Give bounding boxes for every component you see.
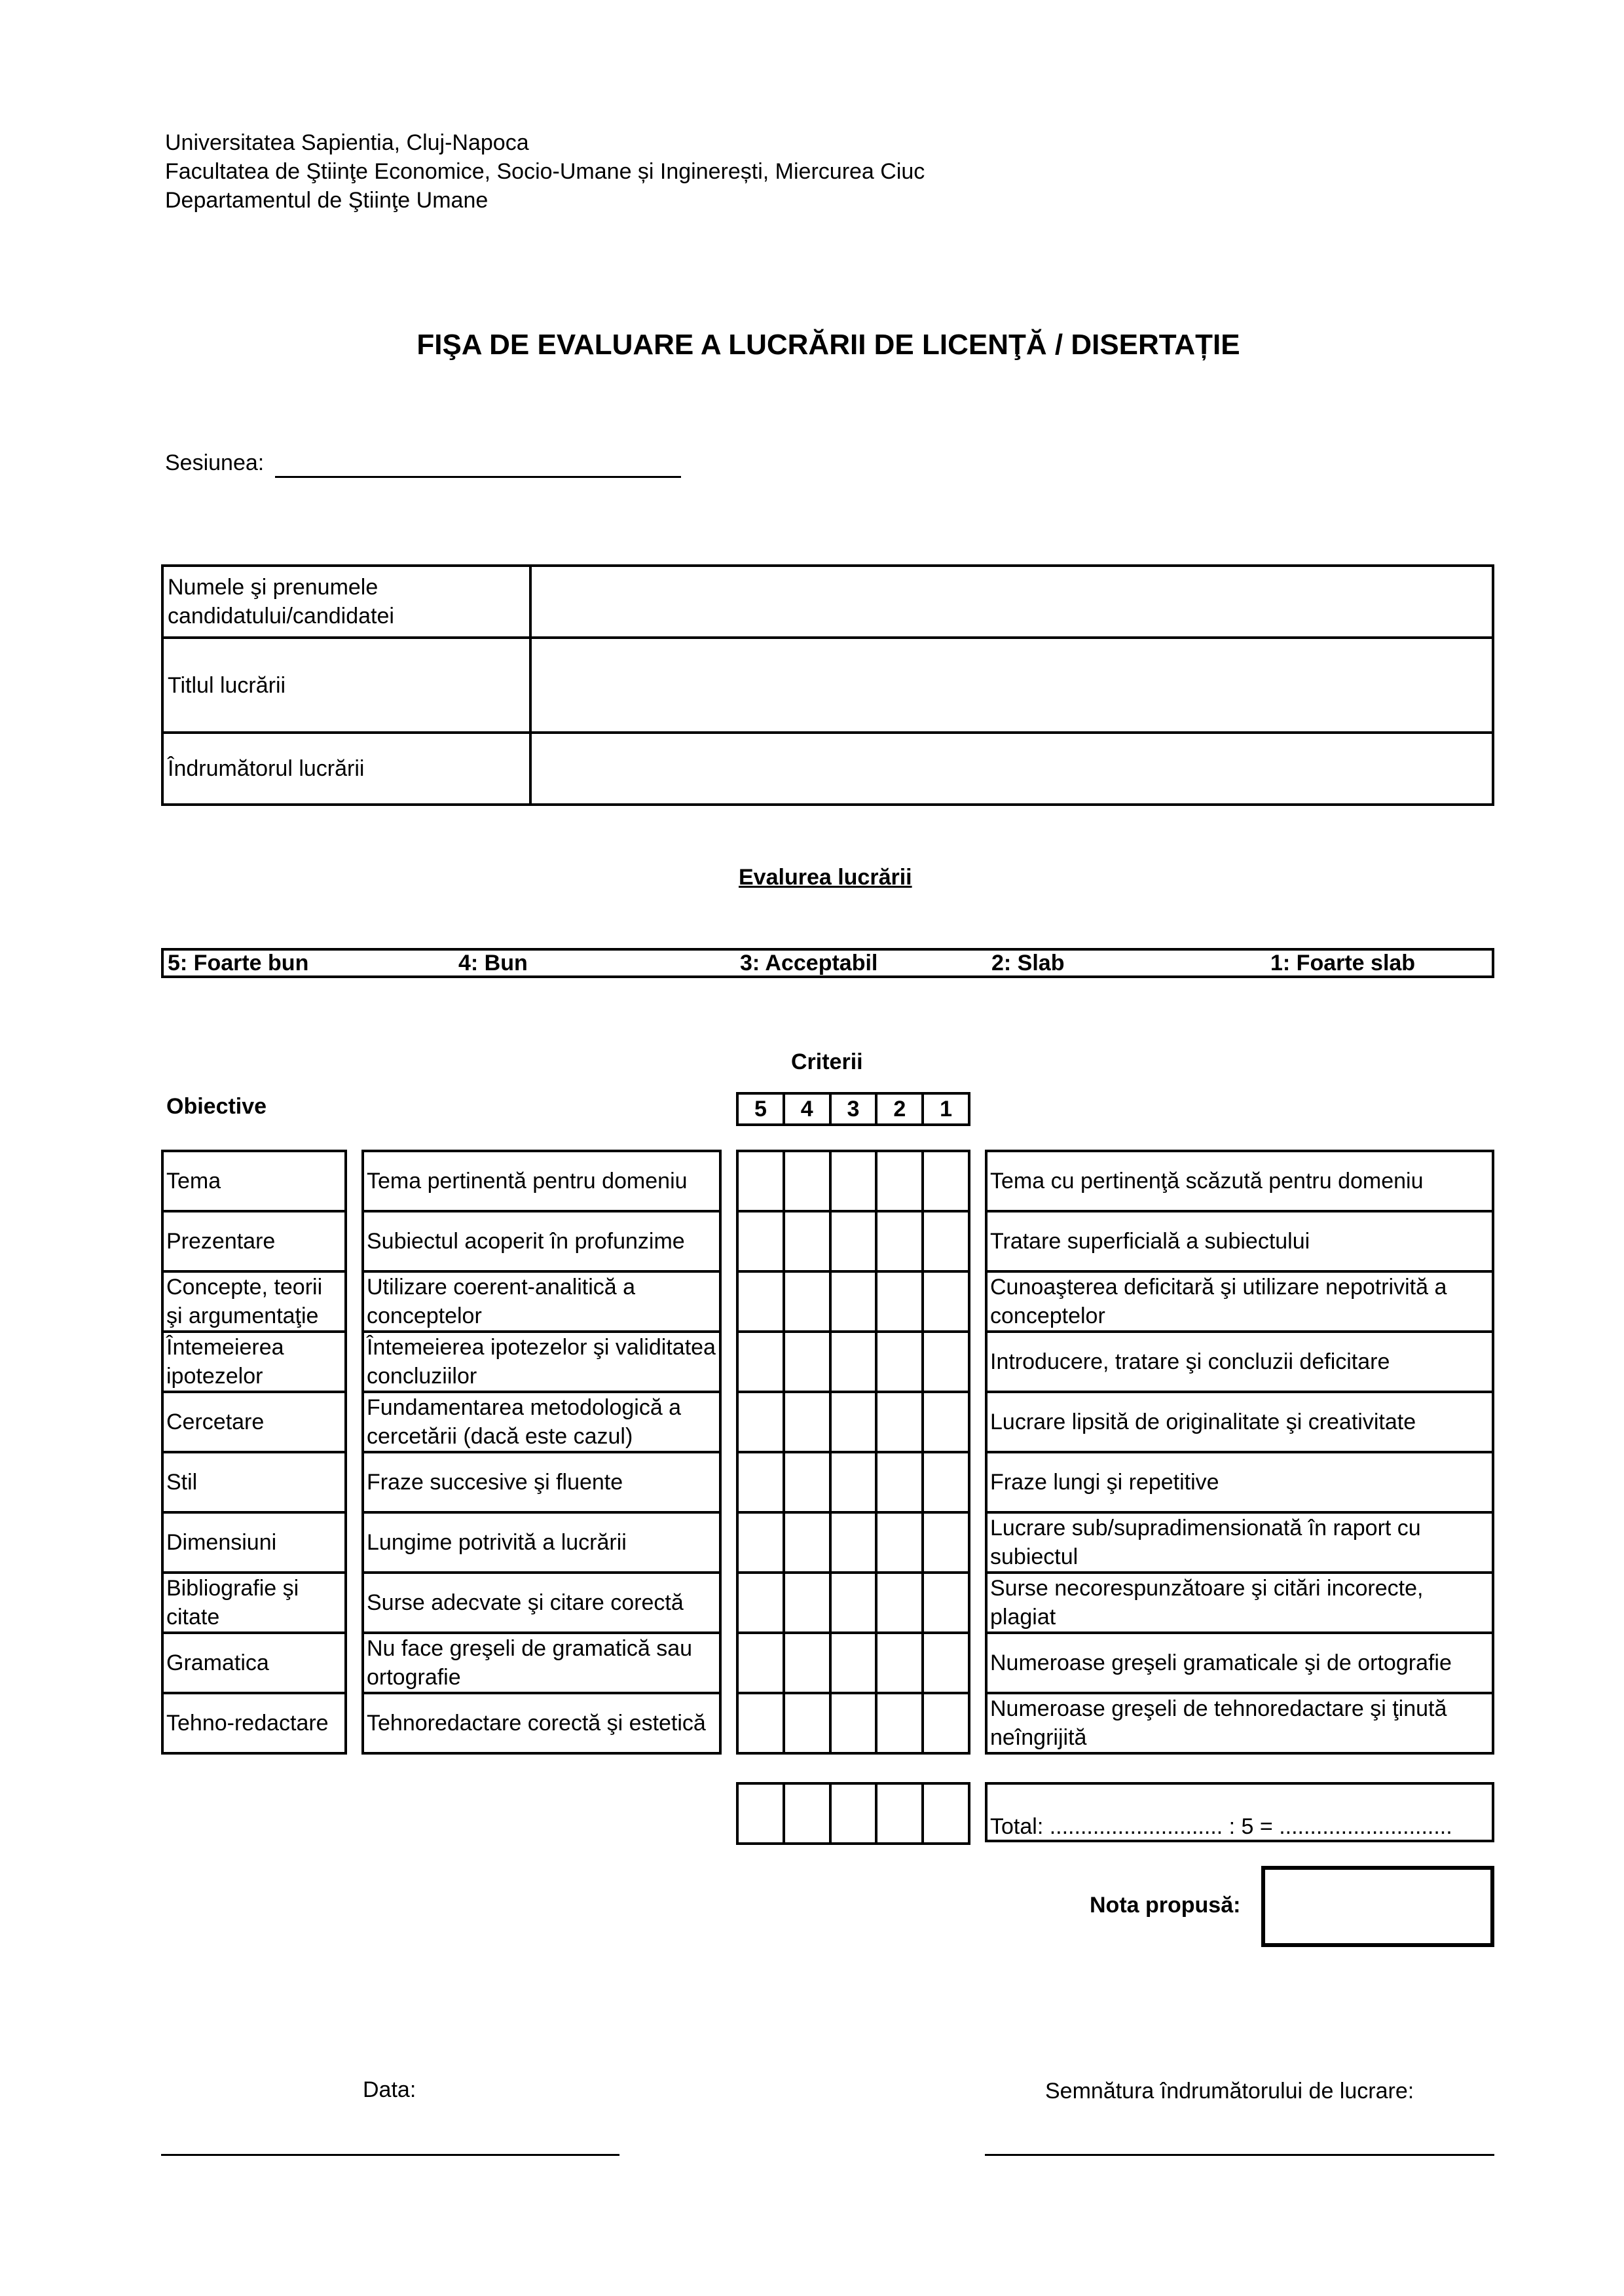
score-column-headers [736, 1092, 970, 1126]
score-cell-5[interactable] [737, 1452, 784, 1512]
faculty-name: Facultatea de Ştiinţe Economice, Socio-Umane și Inginerești, Miercurea Ciuc [165, 159, 925, 184]
positive-criterion-cell: Subiectul acoperit în profunzime [363, 1211, 720, 1271]
scale-3: 3: Acceptabil [740, 951, 878, 975]
positive-criteria-table [361, 1150, 722, 1755]
score-cell-1[interactable] [923, 1392, 969, 1452]
scale-1: 1: Foarte slab [1270, 951, 1416, 975]
negative-criterion-cell: Lucrare sub/supradimensionată în raport cu subiectul [986, 1512, 1493, 1573]
score-cell-2[interactable] [876, 1271, 923, 1332]
score-cell-2[interactable] [876, 1512, 923, 1573]
score-cell-4[interactable] [784, 1392, 830, 1452]
score-cell-1[interactable] [923, 1633, 969, 1693]
score-cell-4[interactable] [784, 1211, 830, 1271]
department-name: Departamentul de Ştiinţe Umane [165, 188, 489, 213]
objective-cell: Bibliografie şi citate [162, 1573, 346, 1633]
negative-criteria-table [985, 1150, 1494, 1755]
objectives-table [161, 1150, 347, 1755]
score-cell-1[interactable] [923, 1332, 969, 1392]
objective-cell: Gramatica [162, 1633, 346, 1693]
signature-line[interactable] [985, 2141, 1494, 2156]
score-header-1: 1 [923, 1093, 969, 1125]
objective-cell: Tehno-redactare [162, 1693, 346, 1753]
positive-criterion-cell: Fundamentarea metodologică a cercetării (dacă este cazul) [363, 1392, 720, 1452]
score-totals [736, 1782, 970, 1845]
score-cell-4[interactable] [784, 1452, 830, 1512]
negative-criterion-cell: Lucrare lipsită de originalitate şi creativitate [986, 1392, 1493, 1452]
score-cell-1[interactable] [923, 1211, 969, 1271]
score-cell-5[interactable] [737, 1211, 784, 1271]
candidate-name-field[interactable] [530, 566, 1493, 638]
score-cell-4[interactable] [784, 1271, 830, 1332]
score-cell-4[interactable] [784, 1573, 830, 1633]
scale-4: 4: Bun [458, 951, 528, 975]
total-box[interactable] [985, 1782, 1494, 1842]
positive-criterion-cell: Fraze succesive şi fluente [363, 1452, 720, 1512]
score-cell-4[interactable] [784, 1512, 830, 1573]
score-row [737, 1512, 969, 1573]
signature-label: Semnătura îndrumătorului de lucrare: [1045, 2079, 1414, 2104]
score-row [737, 1693, 969, 1753]
score-header-3: 3 [830, 1093, 877, 1125]
session-label: Sesiunea: [165, 450, 265, 475]
score-cell-3[interactable] [830, 1271, 877, 1332]
negative-criterion-cell: Numeroase greşeli de tehnoredactare şi ţinută neîngrijită [986, 1693, 1493, 1753]
negative-criterion-cell: Surse necorespunzătoare şi citări incorecte, plagiat [986, 1573, 1493, 1633]
score-row [737, 1271, 969, 1332]
objective-cell: Întemeierea ipotezelor [162, 1332, 346, 1392]
score-cell-1[interactable] [923, 1512, 969, 1573]
objectives-label: Obiective [166, 1094, 267, 1119]
score-cell-2[interactable] [876, 1392, 923, 1452]
negative-criterion-cell: Introducere, tratare şi concluzii deficitare [986, 1332, 1493, 1392]
score-cell-3[interactable] [830, 1693, 877, 1753]
total-score-3[interactable] [830, 1783, 877, 1844]
score-cell-4[interactable] [784, 1151, 830, 1211]
candidate-info-table [161, 564, 1494, 806]
thesis-title-field[interactable] [530, 638, 1493, 733]
score-cell-5[interactable] [737, 1633, 784, 1693]
scale-5: 5: Foarte bun [168, 951, 309, 975]
score-cell-3[interactable] [830, 1452, 877, 1512]
grade-label: Nota propusă: [1090, 1893, 1241, 1918]
negative-criterion-cell: Cunoaşterea deficitară şi utilizare nepotrivită a conceptelor [986, 1271, 1493, 1332]
grading-scale [161, 948, 1494, 978]
score-cell-3[interactable] [830, 1392, 877, 1452]
score-cell-4[interactable] [784, 1332, 830, 1392]
negative-criterion-cell: Numeroase greşeli gramaticale şi de ortografie [986, 1633, 1493, 1693]
score-cell-3[interactable] [830, 1633, 877, 1693]
score-row [737, 1573, 969, 1633]
score-cell-2[interactable] [876, 1332, 923, 1392]
positive-criterion-cell: Nu face greşeli de gramatică sau ortografie [363, 1633, 720, 1693]
score-row [737, 1332, 969, 1392]
score-cell-3[interactable] [830, 1512, 877, 1573]
score-row [737, 1452, 969, 1512]
score-cell-2[interactable] [876, 1151, 923, 1211]
score-row [737, 1151, 969, 1211]
score-cell-3[interactable] [830, 1573, 877, 1633]
score-cell-3[interactable] [830, 1211, 877, 1271]
negative-criterion-cell: Fraze lungi şi repetitive [986, 1452, 1493, 1512]
objective-cell: Tema [162, 1151, 346, 1211]
positive-criterion-cell: Utilizare coerent-analitică a conceptelor [363, 1271, 720, 1332]
score-row [737, 1633, 969, 1693]
positive-criterion-cell: Surse adecvate şi citare corectă [363, 1573, 720, 1633]
institution-header [165, 128, 925, 215]
score-cell-2[interactable] [876, 1573, 923, 1633]
total-score-5[interactable] [737, 1783, 784, 1844]
university-name: Universitatea Sapientia, Cluj-Napoca [165, 130, 529, 155]
score-cell-5[interactable] [737, 1271, 784, 1332]
score-cell-1[interactable] [923, 1271, 969, 1332]
score-header-5: 5 [737, 1093, 784, 1125]
positive-criterion-cell: Tehnoredactare corectă şi estetică [363, 1693, 720, 1753]
date-line[interactable] [161, 2141, 619, 2156]
score-header-2: 2 [876, 1093, 923, 1125]
objective-cell: Prezentare [162, 1211, 346, 1271]
score-grid [736, 1150, 970, 1755]
negative-criterion-cell: Tema cu pertinenţă scăzută pentru domeniu [986, 1151, 1493, 1211]
score-cell-1[interactable] [923, 1452, 969, 1512]
score-cell-1[interactable] [923, 1151, 969, 1211]
grade-box[interactable] [1261, 1866, 1494, 1947]
positive-criterion-cell: Întemeierea ipotezelor şi validitatea concluziilor [363, 1332, 720, 1392]
objective-cell: Dimensiuni [162, 1512, 346, 1573]
score-cell-2[interactable] [876, 1452, 923, 1512]
score-row [737, 1392, 969, 1452]
date-label: Data: [363, 2077, 416, 2102]
score-cell-5[interactable] [737, 1151, 784, 1211]
score-cell-1[interactable] [923, 1693, 969, 1753]
positive-criterion-cell: Tema pertinentă pentru domeniu [363, 1151, 720, 1211]
supervisor-label: Îndrumătorul lucrării [162, 733, 530, 805]
score-cell-1[interactable] [923, 1573, 969, 1633]
score-cell-4[interactable] [784, 1693, 830, 1753]
session-field[interactable] [275, 456, 681, 478]
scale-2: 2: Slab [991, 951, 1065, 975]
criteria-label: Criterii [791, 1049, 863, 1074]
score-cell-5[interactable] [737, 1693, 784, 1753]
score-cell-5[interactable] [737, 1512, 784, 1573]
total-score-4[interactable] [784, 1783, 830, 1844]
score-cell-2[interactable] [876, 1633, 923, 1693]
score-cell-2[interactable] [876, 1693, 923, 1753]
score-cell-2[interactable] [876, 1211, 923, 1271]
document-title: FIŞA DE EVALUARE A LUCRĂRII DE LICENŢĂ / DISERTAȚIE [416, 329, 1240, 361]
score-header-4: 4 [784, 1093, 830, 1125]
candidate-name-label: Numele şi prenumele candidatului/candidatei [162, 566, 530, 638]
positive-criterion-cell: Lungime potrivită a lucrării [363, 1512, 720, 1573]
negative-criterion-cell: Tratare superficială a subiectului [986, 1211, 1493, 1271]
total-score-2[interactable] [876, 1783, 923, 1844]
score-cell-4[interactable] [784, 1633, 830, 1693]
objective-cell: Cercetare [162, 1392, 346, 1452]
score-cell-5[interactable] [737, 1392, 784, 1452]
total-text: Total: ............................ : 5 = ............................ [990, 1814, 1452, 1839]
score-row [737, 1211, 969, 1271]
total-score-1[interactable] [923, 1783, 969, 1844]
thesis-title-label: Titlul lucrării [162, 638, 530, 733]
evaluation-heading: Evalurea lucrării [739, 865, 912, 890]
supervisor-field[interactable] [530, 733, 1493, 805]
objective-cell: Concepte, teorii şi argumentaţie [162, 1271, 346, 1332]
score-cell-5[interactable] [737, 1332, 784, 1392]
score-cell-3[interactable] [830, 1151, 877, 1211]
score-cell-5[interactable] [737, 1573, 784, 1633]
score-cell-3[interactable] [830, 1332, 877, 1392]
objective-cell: Stil [162, 1452, 346, 1512]
